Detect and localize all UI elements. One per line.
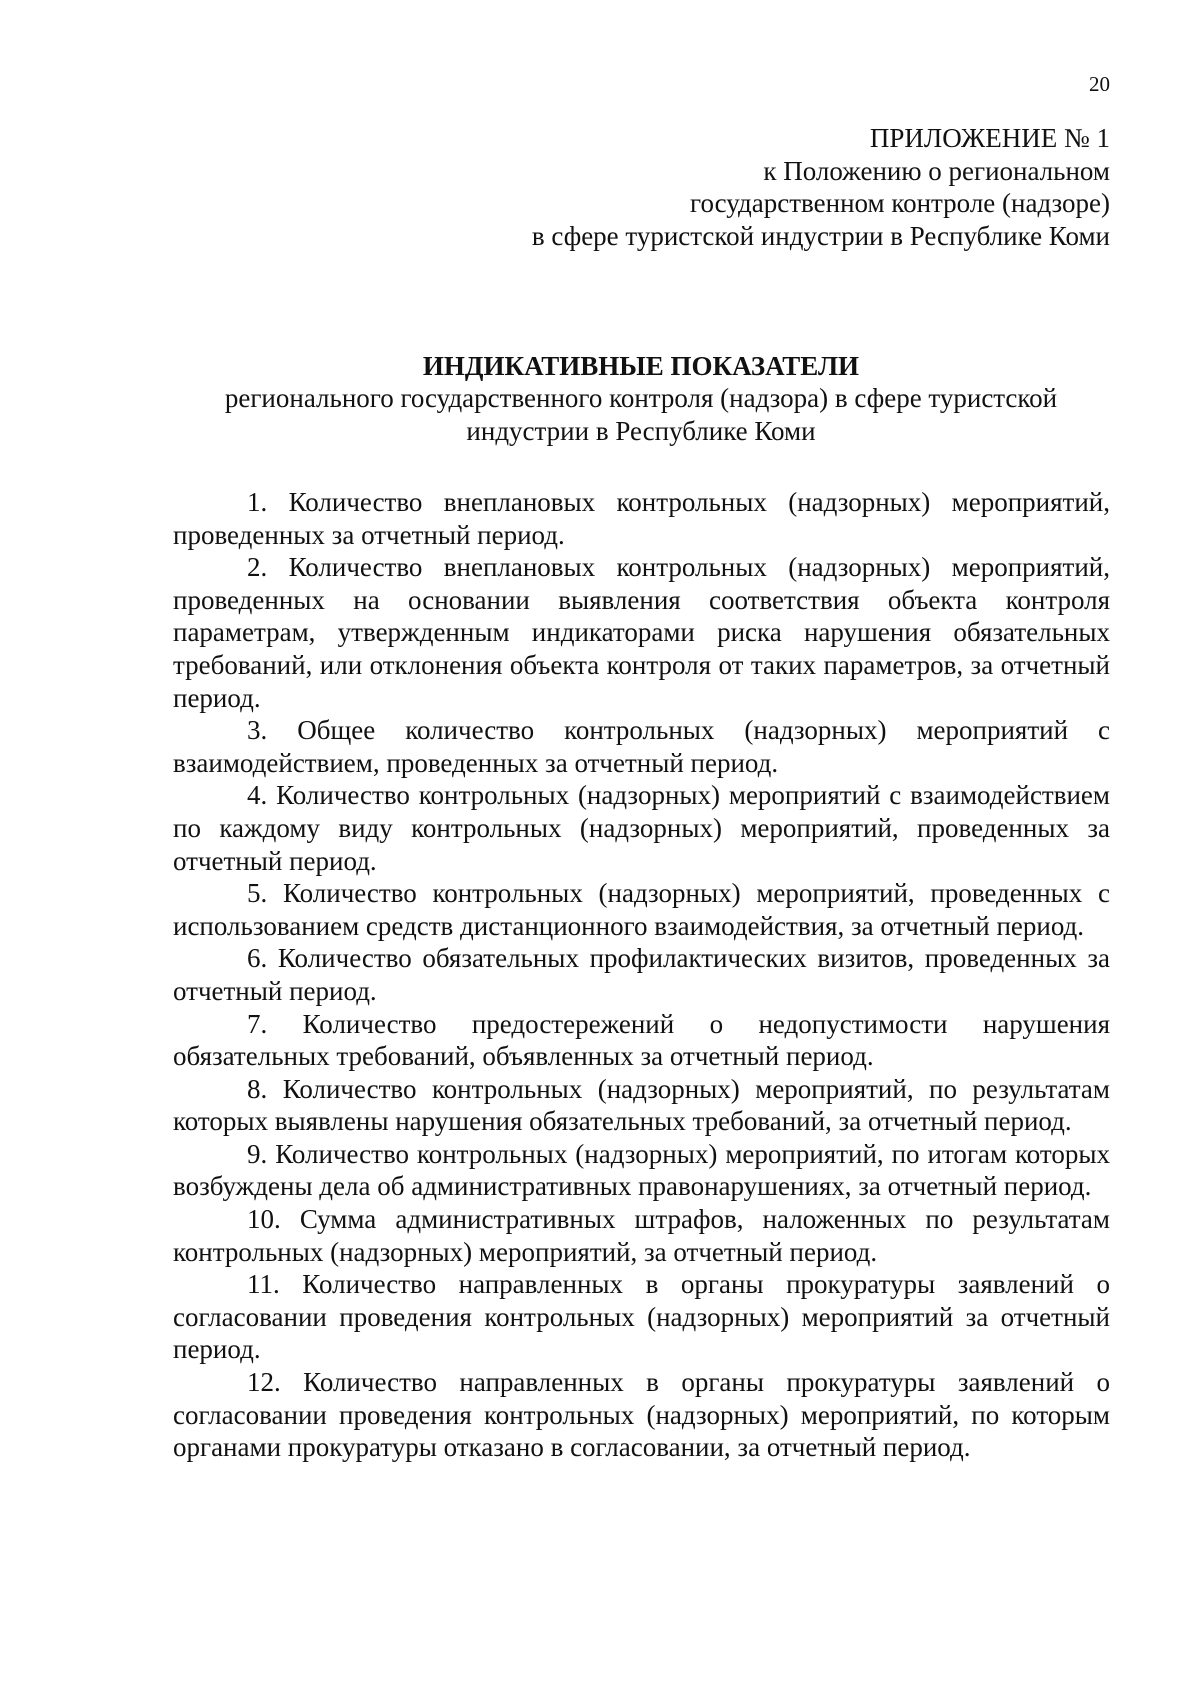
- document-title: ИНДИКАТИВНЫЕ ПОКАЗАТЕЛИ: [422, 351, 860, 381]
- indicator-item: 4. Количество контрольных (надзорных) мероприятий с взаимодействием по каждому виду контрольных (надзорных) мероприятий, проведенных за отчетный период.: [173, 780, 1110, 876]
- document-subtitle: регионального государственного контроля (надзора) в сфере туристской индустрии в Республике Коми: [224, 383, 1058, 446]
- appendix-reference-line: в сфере туристской индустрии в Республике Коми: [531, 220, 1110, 251]
- indicator-item: 7. Количество предостережений о недопустимости нарушения обязательных требований, объявленных за отчетный период.: [173, 1008, 1110, 1072]
- indicator-item: 3. Общее количество контрольных (надзорных) мероприятий с взаимодействием, проведенных за отчетный период.: [173, 715, 1110, 778]
- indicator-item: 5. Количество контрольных (надзорных) мероприятий, проведенных с использованием средств дистанционного взаимодействия, за отчетный период.: [173, 878, 1110, 941]
- appendix-number: ПРИЛОЖЕНИЕ № 1: [869, 123, 1110, 153]
- appendix-reference-line: к Положению о региональном: [763, 155, 1110, 186]
- indicator-item: 1. Количество внеплановых контрольных (надзорных) мероприятий, проведенных за отчетный период.: [173, 487, 1110, 550]
- indicator-item: 11. Количество направленных в органы прокуратуры заявлений о согласовании проведения контрольных (надзорных) мероприятий за отчетный период.: [173, 1269, 1110, 1365]
- indicator-item: 9. Количество контрольных (надзорных) мероприятий, по итогам которых возбуждены дела об административных правонарушениях, за отчетный период.: [173, 1138, 1110, 1202]
- indicator-item: 12. Количество направленных в органы прокуратуры заявлений о согласовании проведения контрольных (надзорных) мероприятий, по которым органами прокуратуры отказано в согласовании, за отчетный период.: [173, 1367, 1110, 1463]
- title-block: [172, 350, 1110, 447]
- indicator-item: 10. Сумма административных штрафов, наложенных по результатам контрольных (надзорных) мероприятий, за отчетный период.: [173, 1204, 1110, 1267]
- indicator-list: [173, 486, 1110, 1464]
- indicator-item: 8. Количество контрольных (надзорных) мероприятий, по результатам которых выявлены нарушения обязательных требований, за отчетный период.: [173, 1073, 1110, 1137]
- indicator-item: 6. Количество обязательных профилактических визитов, проведенных за отчетный период.: [173, 943, 1110, 1006]
- appendix-header: [532, 122, 1110, 252]
- appendix-reference-line: государственном контроле (надзоре): [690, 188, 1110, 218]
- indicator-item: 2. Количество внеплановых контрольных (надзорных) мероприятий, проведенных на основании выявления соответствия объекта контроля параметрам, утвержденным индикаторами риска нарушения обязательных требований, или отклонения объекта контроля от таких параметров, за отчетный период.: [173, 552, 1110, 713]
- page-number: 20: [1089, 72, 1110, 96]
